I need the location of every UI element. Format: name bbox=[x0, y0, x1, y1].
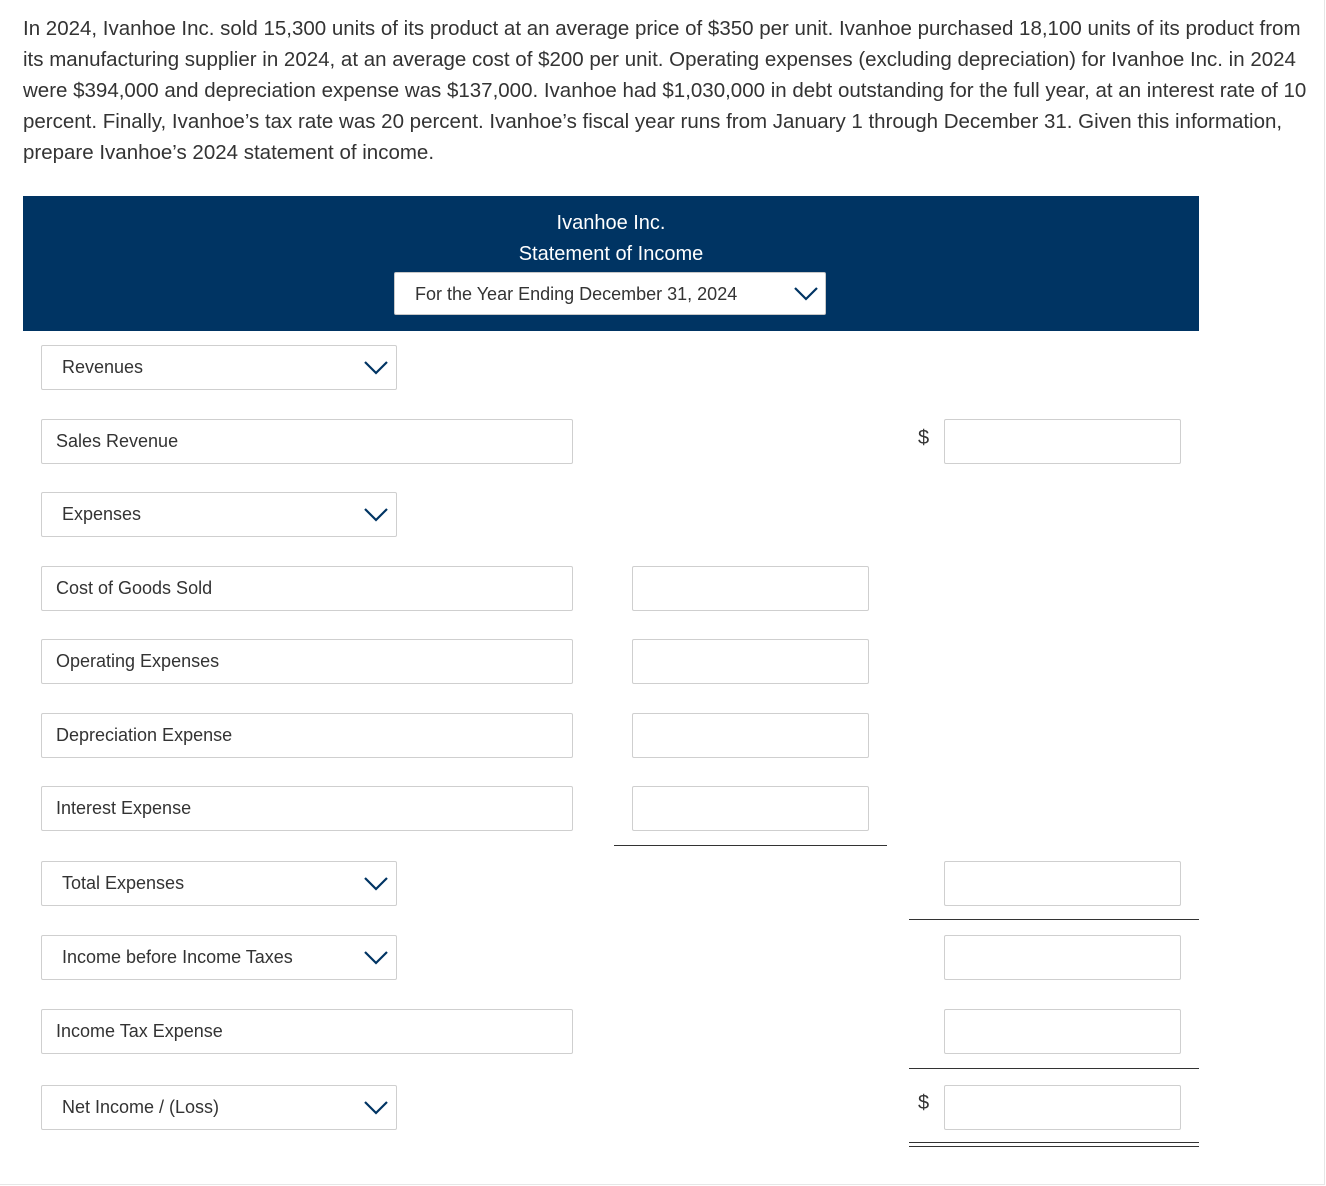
interest-expense-field[interactable] bbox=[41, 786, 573, 831]
net-income-amount-input[interactable] bbox=[944, 1085, 1181, 1130]
operating-expenses-label: Operating Expenses bbox=[56, 651, 220, 671]
total-expenses-amount-input[interactable] bbox=[944, 861, 1181, 906]
revenues-dropdown[interactable] bbox=[41, 345, 397, 390]
chevron-down-icon bbox=[364, 361, 386, 375]
chevron-down-icon bbox=[794, 287, 816, 301]
total-rule bbox=[909, 919, 1199, 920]
total-expenses-dropdown[interactable] bbox=[41, 861, 397, 906]
statement-header bbox=[23, 196, 1199, 331]
interest-expense-label: Interest Expense bbox=[56, 798, 192, 818]
interest-expense-amount-input[interactable] bbox=[632, 786, 869, 831]
subtotal-rule bbox=[614, 845, 887, 846]
statement-title: Statement of Income bbox=[518, 243, 704, 265]
problem-statement: In 2024, Ivanhoe Inc. sold 15,300 units of its product at an average price of $350 per unit. Ivanhoe purchased 18,100 units of its product from its manufacturing supplier in 2024, at an average cost of $200 per unit. Operating expenses (excluding depreciation) for Ivanhoe Inc. in 2024 were $394,000 and depreciation expense was $137,000. Ivanhoe had $1,030,000 in debt outstanding for the full year, at an interest rate of 10 percent. Finally, Ivanhoe’s tax rate was 20 percent. Ivanhoe’s fiscal year runs from January 1 through December 31. Given this information, prepare Ivanhoe’s 2024 statement of income. bbox=[23, 17, 1307, 164]
chevron-down-icon bbox=[364, 508, 386, 522]
net-income-dropdown-label: Net Income / (Loss) bbox=[62, 1097, 220, 1117]
income-before-taxes-amount-input[interactable] bbox=[944, 935, 1181, 980]
company-name: Ivanhoe Inc. bbox=[556, 212, 666, 234]
chevron-down-icon bbox=[364, 951, 386, 965]
dollar-sign: $ bbox=[918, 427, 930, 449]
revenues-dropdown-label: Revenues bbox=[62, 357, 144, 377]
period-dropdown[interactable] bbox=[394, 272, 826, 315]
cogs-field[interactable] bbox=[41, 566, 573, 611]
operating-expenses-field[interactable] bbox=[41, 639, 573, 684]
cogs-amount-input[interactable] bbox=[632, 566, 869, 611]
income-tax-expense-field[interactable] bbox=[41, 1009, 573, 1054]
sales-revenue-amount-input[interactable] bbox=[944, 419, 1181, 464]
sales-revenue-label: Sales Revenue bbox=[56, 431, 179, 451]
double-rule-bottom bbox=[909, 1146, 1199, 1147]
cogs-label: Cost of Goods Sold bbox=[56, 578, 213, 598]
income-tax-expense-amount-input[interactable] bbox=[944, 1009, 1181, 1054]
income-before-taxes-dropdown[interactable] bbox=[41, 935, 397, 980]
income-tax-expense-label: Income Tax Expense bbox=[56, 1021, 223, 1041]
operating-expenses-amount-input[interactable] bbox=[632, 639, 869, 684]
sales-revenue-field[interactable] bbox=[41, 419, 573, 464]
dollar-sign: $ bbox=[918, 1092, 930, 1114]
expenses-dropdown-label: Expenses bbox=[62, 504, 142, 524]
total-expenses-dropdown-label: Total Expenses bbox=[62, 873, 185, 893]
depreciation-expense-amount-input[interactable] bbox=[632, 713, 869, 758]
chevron-down-icon bbox=[364, 877, 386, 891]
depreciation-expense-label: Depreciation Expense bbox=[56, 725, 233, 745]
income-before-taxes-dropdown-label: Income before Income Taxes bbox=[62, 947, 293, 967]
chevron-down-icon bbox=[364, 1101, 386, 1115]
expenses-dropdown[interactable] bbox=[41, 492, 397, 537]
tax-rule bbox=[909, 1068, 1199, 1069]
net-income-dropdown[interactable] bbox=[41, 1085, 397, 1130]
depreciation-expense-field[interactable] bbox=[41, 713, 573, 758]
double-rule-top bbox=[909, 1142, 1199, 1143]
period-dropdown-label: For the Year Ending December 31, 2024 bbox=[415, 284, 738, 304]
